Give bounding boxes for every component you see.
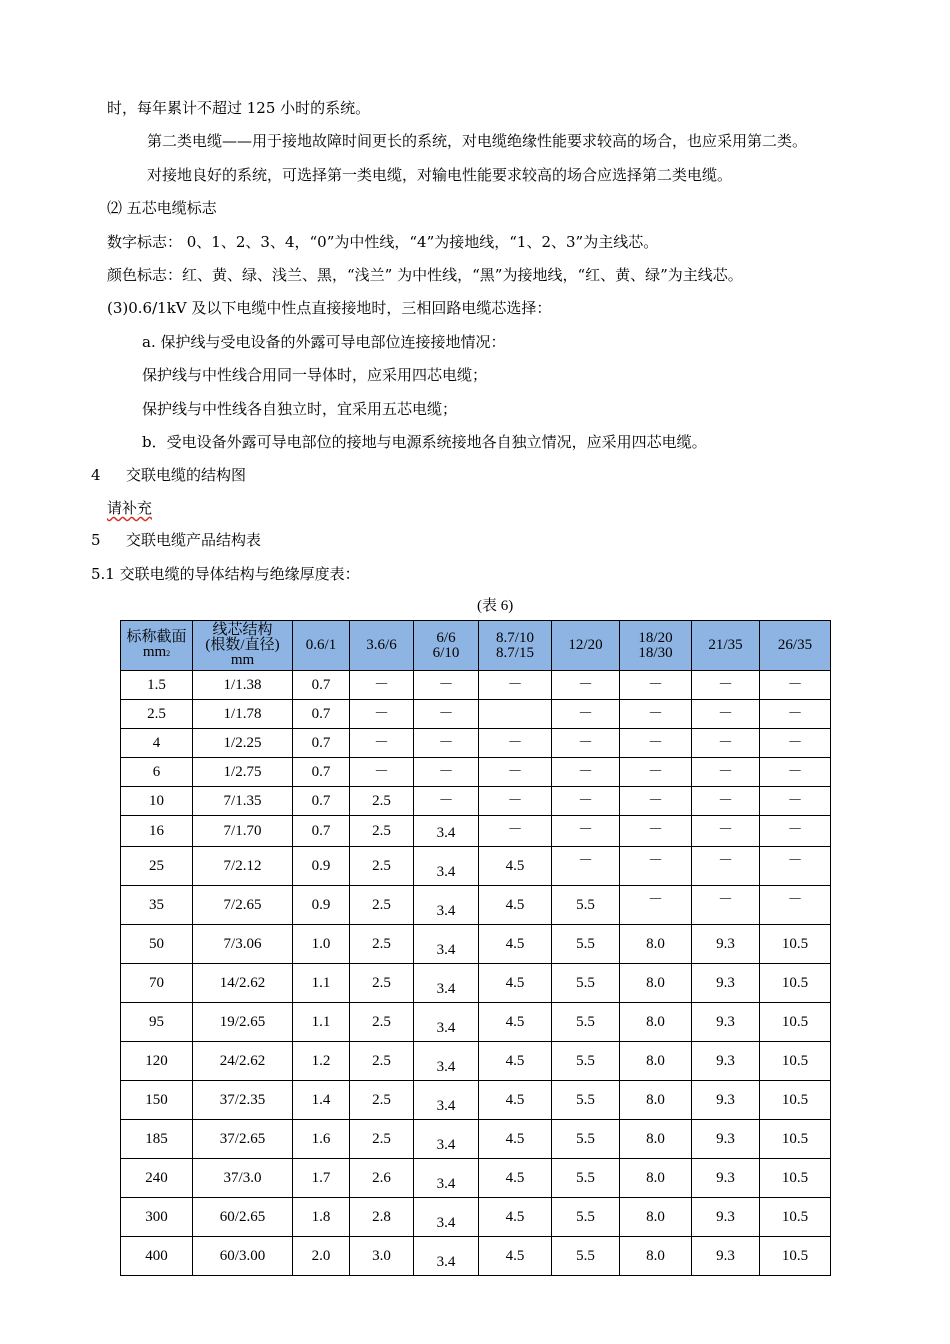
table-cell: 4.5: [479, 964, 552, 1003]
table-cell: 5.5: [552, 964, 620, 1003]
table-cell: 1.1: [293, 964, 350, 1003]
table-cell: 60/2.65: [193, 1198, 293, 1237]
table-cell: －: [552, 700, 620, 729]
table-cell: 2.5: [350, 847, 414, 886]
table-cell: －: [692, 847, 760, 886]
table-cell: 10.5: [760, 1003, 831, 1042]
section-4-title: 交联电缆的结构图: [126, 466, 247, 484]
table-cell: 0.9: [293, 886, 350, 925]
table-cell: 2.5: [350, 886, 414, 925]
header-voltage-0-6-1: 0.6/1: [293, 621, 350, 671]
paragraph-number-marking: 数字标志： 0、1、2、3、4，“0”为中性线，“4”为接地线，“1、2、3”为主线芯。: [107, 233, 659, 251]
table-cell: 1/2.75: [193, 758, 293, 787]
table-cell: －: [692, 886, 760, 925]
table-row: [121, 729, 831, 758]
table-row: [121, 787, 831, 816]
table-cell: －: [760, 886, 831, 925]
header-struct-line2: (根数/直径): [205, 637, 280, 653]
table-cell: 1.5: [121, 671, 193, 700]
table-cell: 10.5: [760, 1042, 831, 1081]
table-cell: 2.6: [350, 1159, 414, 1198]
header-v4-line2: 8.7/15: [496, 644, 534, 661]
table-cell: 1/1.38: [193, 671, 293, 700]
table-cell: 0.7: [293, 787, 350, 816]
table-cell: 8.0: [620, 1042, 692, 1081]
table-cell: －: [620, 729, 692, 758]
table-cell: －: [350, 758, 414, 787]
table-cell: 8.0: [620, 925, 692, 964]
table-cell: －: [760, 700, 831, 729]
table-cell: 9.3: [692, 925, 760, 964]
table-cell: 0.7: [293, 816, 350, 847]
table-cell: 5.5: [552, 1042, 620, 1081]
table-row: [121, 671, 831, 700]
table-cell: －: [350, 671, 414, 700]
table-cell: －: [620, 787, 692, 816]
table-cell: －: [692, 700, 760, 729]
table-cell: 7/1.70: [193, 816, 293, 847]
table-cell: －: [479, 758, 552, 787]
table-cell: 3.4: [414, 1198, 479, 1237]
paragraph-neutral-grounding: (3)0.6/1kV 及以下电缆中性点直接接地时，三相回路电缆芯选择：: [107, 299, 552, 317]
table-cell: 400: [121, 1237, 193, 1276]
table-cell: 3.4: [414, 1159, 479, 1198]
table-cell: 4.5: [479, 925, 552, 964]
table-cell: 7/3.06: [193, 925, 293, 964]
table-cell: 3.4: [414, 886, 479, 925]
table-cell: 2.5: [350, 1120, 414, 1159]
table-cell: －: [414, 787, 479, 816]
table-cell: 8.0: [620, 1198, 692, 1237]
table-row: [121, 1042, 831, 1081]
table-cell: －: [414, 671, 479, 700]
section-5-title: 交联电缆产品结构表: [126, 531, 262, 549]
table-cell: 70: [121, 964, 193, 1003]
table-cell: 1.6: [293, 1120, 350, 1159]
table-cell: 16: [121, 816, 193, 847]
header-v4-line1: 8.7/10: [496, 629, 534, 646]
table-cell: －: [692, 671, 760, 700]
table-cell: 10.5: [760, 1081, 831, 1120]
table-cell: －: [552, 787, 620, 816]
table-cell: 35: [121, 886, 193, 925]
paragraph-grounding-choice: 对接地良好的系统，可选择第一类电缆，对输电性能要求较高的场合应选择第二类电缆。: [147, 166, 733, 184]
paragraph-item-b: b．受电设备外露可导电部位的接地与电源系统接地各自独立情况，应采用四芯电缆。: [142, 433, 707, 451]
table-body: [121, 671, 831, 1276]
table-cell: 7/2.65: [193, 886, 293, 925]
cable-spec-table: [120, 620, 831, 1276]
table-cell: 1.0: [293, 925, 350, 964]
table-cell: 8.0: [620, 1120, 692, 1159]
table-cell: 10.5: [760, 964, 831, 1003]
table-cell: 120: [121, 1042, 193, 1081]
header-nominal-area: [121, 621, 193, 671]
table-cell: 6: [121, 758, 193, 787]
table-cell: －: [692, 816, 760, 847]
table-cell: 5.5: [552, 886, 620, 925]
table-row: [121, 925, 831, 964]
table-cell: 10.5: [760, 925, 831, 964]
table-cell: 1.8: [293, 1198, 350, 1237]
table-cell: 9.3: [692, 1003, 760, 1042]
table-cell: 2.0: [293, 1237, 350, 1276]
table-cell: －: [552, 758, 620, 787]
table-row: [121, 1198, 831, 1237]
table-row: [121, 886, 831, 925]
table-cell: －: [760, 758, 831, 787]
placeholder-text: [107, 498, 152, 518]
table-cell: 3.4: [414, 1237, 479, 1276]
section-5-1-heading: 5.1 交联电缆的导体结构与绝缘厚度表：: [91, 565, 360, 583]
table-cell: 2.5: [350, 1042, 414, 1081]
table-cell: 25: [121, 847, 193, 886]
table-cell: 7/2.12: [193, 847, 293, 886]
header-voltage-3-6-6: 3.6/6: [350, 621, 414, 671]
table-cell: 5.5: [552, 1120, 620, 1159]
table-cell: 9.3: [692, 1198, 760, 1237]
table-cell: 2.5: [350, 787, 414, 816]
header-voltage-26-35: 26/35: [760, 621, 831, 671]
header-area-unit: mm: [142, 644, 167, 660]
table-cell: －: [760, 847, 831, 886]
paragraph-line-1: 时，每年累计不超过 125 小时的系统。: [107, 99, 371, 117]
table-cell: 5.5: [552, 1081, 620, 1120]
table-cell: 2.5: [350, 925, 414, 964]
table-cell: －: [620, 758, 692, 787]
table-cell: 3.4: [414, 847, 479, 886]
table-cell: 4.5: [479, 886, 552, 925]
table-cell: －: [692, 787, 760, 816]
table-cell: －: [620, 886, 692, 925]
table-cell: －: [760, 729, 831, 758]
table-cell: －: [479, 816, 552, 847]
table-header-row: [121, 621, 831, 671]
table-cell: 10: [121, 787, 193, 816]
table-cell: 2.5: [350, 816, 414, 847]
table-cell: 10.5: [760, 1198, 831, 1237]
table-cell: 4.5: [479, 1003, 552, 1042]
table-cell: 5.5: [552, 1159, 620, 1198]
please-add-note: 请补充: [107, 499, 153, 517]
table-cell: 2.5: [121, 700, 193, 729]
header-voltage-6-10: [414, 621, 479, 671]
table-cell: 8.0: [620, 964, 692, 1003]
table-cell: 3.4: [414, 1081, 479, 1120]
header-v6-line1: 18/20: [638, 629, 673, 646]
table-cell: －: [414, 758, 479, 787]
table-cell: －: [620, 671, 692, 700]
table-row: [121, 1159, 831, 1198]
header-voltage-21-35: 21/35: [692, 621, 760, 671]
table-row: [121, 1003, 831, 1042]
table-cell: 0.7: [293, 671, 350, 700]
table-cell: 0.7: [293, 758, 350, 787]
header-area-superscript: 2: [166, 649, 171, 658]
table-cell: －: [414, 729, 479, 758]
subheading-five-core-marking: ⑵ 五芯电缆标志: [107, 199, 217, 217]
table-cell: 60/3.00: [193, 1237, 293, 1276]
table-cell: 2.5: [350, 1081, 414, 1120]
table-cell: 10.5: [760, 1237, 831, 1276]
table-cell: 37/3.0: [193, 1159, 293, 1198]
table-cell: 3.4: [414, 1042, 479, 1081]
table-cell: 9.3: [692, 1159, 760, 1198]
paragraph-color-marking: 颜色标志：红、黄、绿、浅兰、黑，“浅兰” 为中性线，“黑”为接地线，“红、黄、绿”为主线芯。: [107, 266, 743, 284]
table-row: [121, 816, 831, 847]
table-cell: 8.0: [620, 1237, 692, 1276]
table-cell: －: [760, 671, 831, 700]
table-cell: 1.1: [293, 1003, 350, 1042]
table-cell: 50: [121, 925, 193, 964]
table-cell: 4.5: [479, 1159, 552, 1198]
header-v3-line2: 6/10: [432, 644, 460, 661]
table-row: [121, 700, 831, 729]
table-cell: 4.5: [479, 847, 552, 886]
table-cell: 240: [121, 1159, 193, 1198]
header-struct-line1: 线芯结构: [212, 622, 273, 638]
table-cell: 4: [121, 729, 193, 758]
table-cell: 37/2.65: [193, 1120, 293, 1159]
header-voltage-8-7: [479, 621, 552, 671]
section-5-heading: [91, 530, 261, 550]
header-area-label: 标称截面: [126, 629, 187, 645]
table-row: [121, 847, 831, 886]
table-cell: [479, 700, 552, 729]
table-cell: 95: [121, 1003, 193, 1042]
table-cell: 9.3: [692, 964, 760, 1003]
table-cell: －: [760, 816, 831, 847]
table-cell: 4.5: [479, 1120, 552, 1159]
table-cell: 3.4: [414, 925, 479, 964]
table-cell: 4.5: [479, 1237, 552, 1276]
table-cell: 0.9: [293, 847, 350, 886]
paragraph-separate-conductor: 保护线与中性线各自独立时，宜采用五芯电缆；: [142, 400, 458, 418]
table-cell: 1/1.78: [193, 700, 293, 729]
table-cell: 300: [121, 1198, 193, 1237]
table-cell: －: [479, 787, 552, 816]
section-4-heading: [91, 465, 246, 485]
table-cell: 37/2.35: [193, 1081, 293, 1120]
table-cell: －: [620, 847, 692, 886]
table-cell: 3.4: [414, 964, 479, 1003]
table-cell: 19/2.65: [193, 1003, 293, 1042]
paragraph-shared-conductor: 保护线与中性线合用同一导体时，应采用四芯电缆；: [142, 366, 488, 384]
table-cell: 3.4: [414, 816, 479, 847]
table-cell: 3.4: [414, 1120, 479, 1159]
table-cell: －: [479, 671, 552, 700]
table-cell: －: [414, 700, 479, 729]
table-row: [121, 758, 831, 787]
table-cell: 4.5: [479, 1198, 552, 1237]
table-cell: 5.5: [552, 1198, 620, 1237]
header-struct-line3: mm: [230, 652, 255, 668]
table-cell: 2.5: [350, 1003, 414, 1042]
table-row: [121, 964, 831, 1003]
table-row: [121, 1120, 831, 1159]
table-cell: 4.5: [479, 1042, 552, 1081]
table-row: [121, 1081, 831, 1120]
table-row: [121, 1237, 831, 1276]
header-v6-line2: 18/30: [638, 644, 673, 661]
table-cell: －: [760, 787, 831, 816]
paragraph-item-a: a. 保护线与受电设备的外露可导电部位连接接地情况：: [142, 333, 506, 351]
table-cell: 8.0: [620, 1159, 692, 1198]
table-cell: 3.0: [350, 1237, 414, 1276]
table-cell: 1.2: [293, 1042, 350, 1081]
section-4-number: 4: [91, 466, 101, 484]
table-cell: －: [350, 729, 414, 758]
table-cell: 7/1.35: [193, 787, 293, 816]
table-cell: 0.7: [293, 700, 350, 729]
table-cell: 3.4: [414, 1003, 479, 1042]
table-cell: 0.7: [293, 729, 350, 758]
table-cell: 24/2.62: [193, 1042, 293, 1081]
table-cell: 9.3: [692, 1081, 760, 1120]
table-cell: 10.5: [760, 1120, 831, 1159]
header-v3-line1: 6/6: [436, 629, 456, 646]
table-cell: 1.4: [293, 1081, 350, 1120]
table-cell: －: [479, 729, 552, 758]
table-cell: 9.3: [692, 1237, 760, 1276]
table-cell: －: [552, 671, 620, 700]
table-cell: 14/2.62: [193, 964, 293, 1003]
table-cell: －: [552, 729, 620, 758]
table-cell: 5.5: [552, 1003, 620, 1042]
table-cell: 8.0: [620, 1003, 692, 1042]
table-cell: 185: [121, 1120, 193, 1159]
table-cell: －: [620, 816, 692, 847]
table-cell: －: [692, 758, 760, 787]
table-cell: 2.5: [350, 964, 414, 1003]
table-cell: 150: [121, 1081, 193, 1120]
header-voltage-12-20: 12/20: [552, 621, 620, 671]
table-cell: －: [552, 847, 620, 886]
table-cell: 8.0: [620, 1081, 692, 1120]
table-caption: (表 6): [477, 598, 514, 614]
table-cell: 1/2.25: [193, 729, 293, 758]
table-cell: 9.3: [692, 1120, 760, 1159]
table-cell: 5.5: [552, 1237, 620, 1276]
table-cell: 5.5: [552, 925, 620, 964]
table-cell: －: [620, 700, 692, 729]
table-cell: －: [350, 700, 414, 729]
table-cell: －: [552, 816, 620, 847]
table-cell: 9.3: [692, 1042, 760, 1081]
table-cell: 4.5: [479, 1081, 552, 1120]
table-cell: 10.5: [760, 1159, 831, 1198]
section-5-number: 5: [91, 531, 101, 549]
header-voltage-18-30: [620, 621, 692, 671]
paragraph-class-two-cable: 第二类电缆——用于接地故障时间更长的系统，对电缆绝缘性能要求较高的场合，也应采用第二类。: [147, 132, 808, 150]
table-cell: 2.8: [350, 1198, 414, 1237]
table-cell: －: [692, 729, 760, 758]
header-core-structure: [193, 621, 293, 671]
table-cell: 1.7: [293, 1159, 350, 1198]
